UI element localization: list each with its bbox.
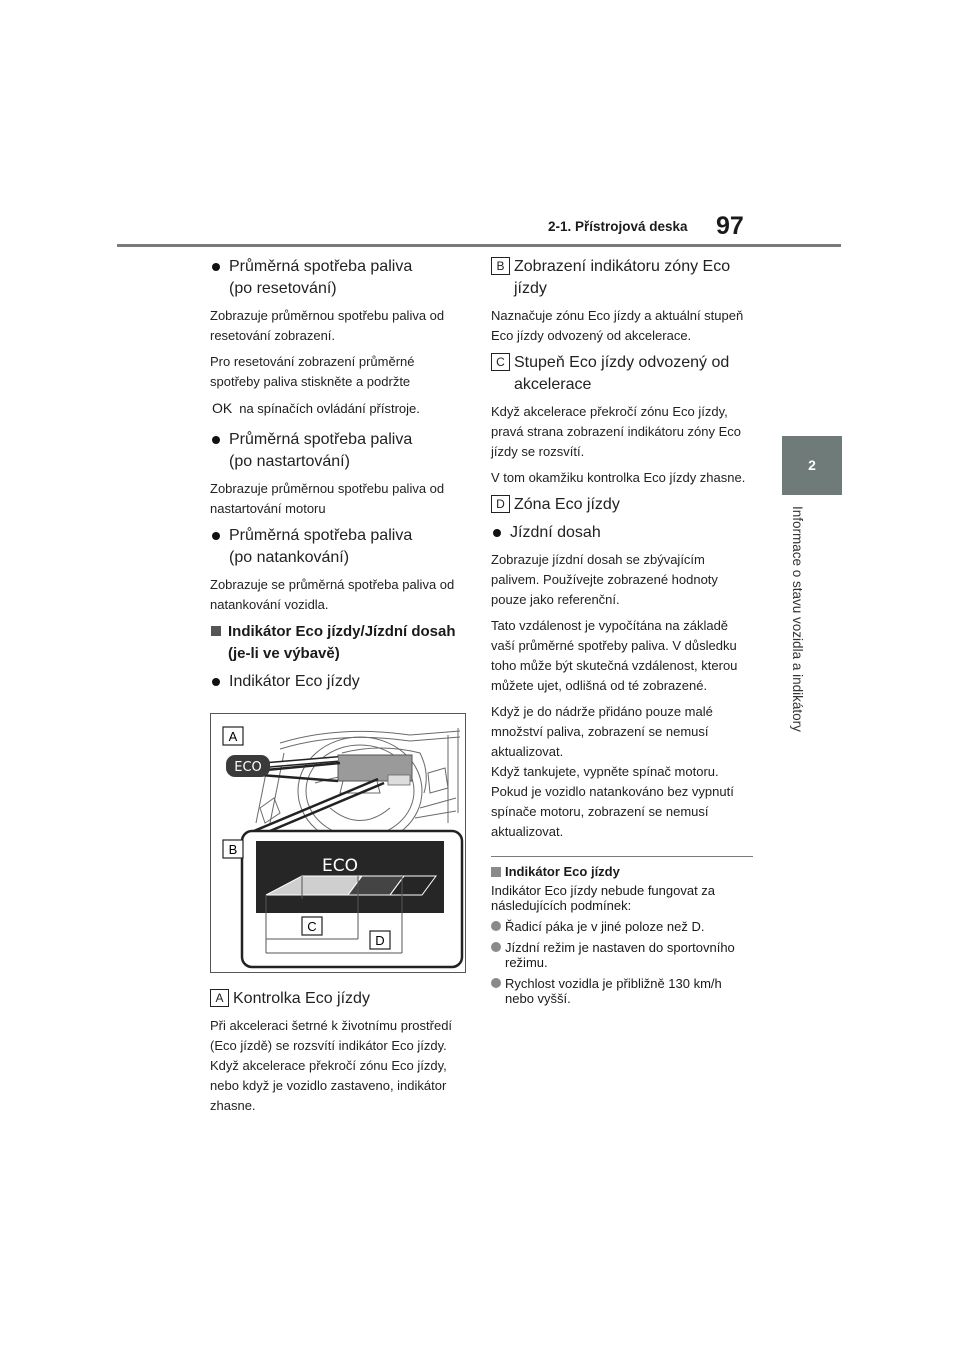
item-c-heading: C Stupeň Eco jízdy odvozený od akcelerace	[491, 352, 753, 396]
bullet-avg-reset: Průměrná spotřeba paliva (po resetování)	[210, 256, 466, 300]
letter-box-a: A	[210, 989, 229, 1007]
section-title: 2-1. Přístrojová deska	[548, 219, 688, 234]
note-condition: Jízdní režim je nastaven do sportovního režimu.	[491, 940, 753, 970]
letter-box-d: D	[491, 495, 510, 513]
chapter-side-title: Informace o stavu vozidla a indikátory	[790, 506, 805, 732]
body-text: Tato vzdálenost je vypočítána na základě vaší průměrné spotřeby paliva. V důsledku toho může být skutečná vzdálenost, kterou můžete ujet, odlišná od té zobrazené.	[491, 618, 738, 693]
ok-switch-icon: OK	[212, 400, 233, 416]
body-text: Když tankujete, vypněte spínač motoru. Pokud je vozidlo natankováno bez vypnutí spínače motoru, zobrazení se nemusí aktualizovat.	[491, 764, 734, 839]
body-text: Když je do nádrže přidáno pouze malé množství paliva, zobrazení se nemusí aktualizovat.	[491, 704, 713, 759]
body-text: Zobrazuje průměrnou spotřebu paliva od nastartování motoru	[210, 481, 445, 516]
bullet-avg-start: Průměrná spotřeba paliva (po nastartování)	[210, 429, 466, 473]
eco-section-heading: Indikátor Eco jízdy/Jízdní dosah (je-li ve výbavě)	[210, 621, 466, 665]
figure-label-b: B	[228, 842, 238, 857]
note-condition: Rychlost vozidla je přibližně 130 km/h nebo vyšší.	[491, 976, 753, 1006]
note-condition: Řadicí páka je v jiné poloze než D.	[491, 919, 753, 934]
figure-label-a: A	[228, 729, 238, 744]
note-heading: Indikátor Eco jízdy	[491, 863, 753, 881]
page-number: 97	[716, 212, 744, 240]
body-text: V tom okamžiku kontrolka Eco jízdy zhasne.	[491, 470, 746, 485]
body-text: Pro resetování zobrazení průměrné spotřeby paliva stiskněte a podržte	[210, 354, 415, 389]
item-a-heading: A Kontrolka Eco jízdy	[210, 988, 466, 1010]
chapter-tab[interactable]: 2	[782, 436, 842, 495]
note-intro: Indikátor Eco jízdy nebude fungovat za následujících podmínek:	[491, 883, 716, 913]
figure-label-d: D	[375, 933, 385, 948]
item-d-heading: D Zóna Eco jízdy	[491, 494, 753, 516]
eco-pill-text: ECO	[234, 760, 262, 775]
body-text: Zobrazuje se průměrná spotřeba paliva od natankování vozidla.	[210, 577, 455, 612]
eco-display-text: ECO	[322, 856, 358, 876]
eco-indicator-figure	[210, 713, 466, 973]
bullet-avg-refuel: Průměrná spotřeba paliva (po natankování)	[210, 525, 466, 569]
body-text: Když akcelerace překročí zónu Eco jízdy, pravá strana zobrazení indikátoru zóny Eco jízdy se rozsvítí.	[491, 404, 742, 459]
figure-label-c: C	[307, 919, 317, 934]
body-text: Zobrazuje průměrnou spotřebu paliva od resetování zobrazení.	[210, 308, 445, 343]
note-rule	[491, 856, 753, 857]
body-text: Naznačuje zónu Eco jízdy a aktuální stupeň Eco jízdy odvozený od akcelerace.	[491, 308, 744, 343]
bullet-eco-indicator: Indikátor Eco jízdy	[210, 671, 466, 693]
letter-box-c: C	[491, 353, 510, 371]
body-text: Zobrazuje jízdní dosah se zbývajícím palivem. Používejte zobrazené hodnoty pouze jako referenční.	[491, 552, 718, 607]
letter-box-b: B	[491, 257, 510, 275]
item-b-heading: B Zobrazení indikátoru zóny Eco jízdy	[491, 256, 753, 300]
right-column	[491, 256, 753, 1006]
ok-instruction: OK na spínačích ovládání přístroje.	[212, 400, 420, 416]
left-column	[210, 256, 466, 1122]
bullet-range: Jízdní dosah	[491, 522, 753, 544]
header-rule	[117, 244, 841, 247]
body-text: Při akceleraci šetrné k životnímu prostředí (Eco jízdě) se rozsvítí indikátor Eco jízdy. Když akcelerace překročí zónu Eco jízdy, nebo když je vozidlo zastaveno, indikátor zhasne.	[210, 1018, 453, 1113]
